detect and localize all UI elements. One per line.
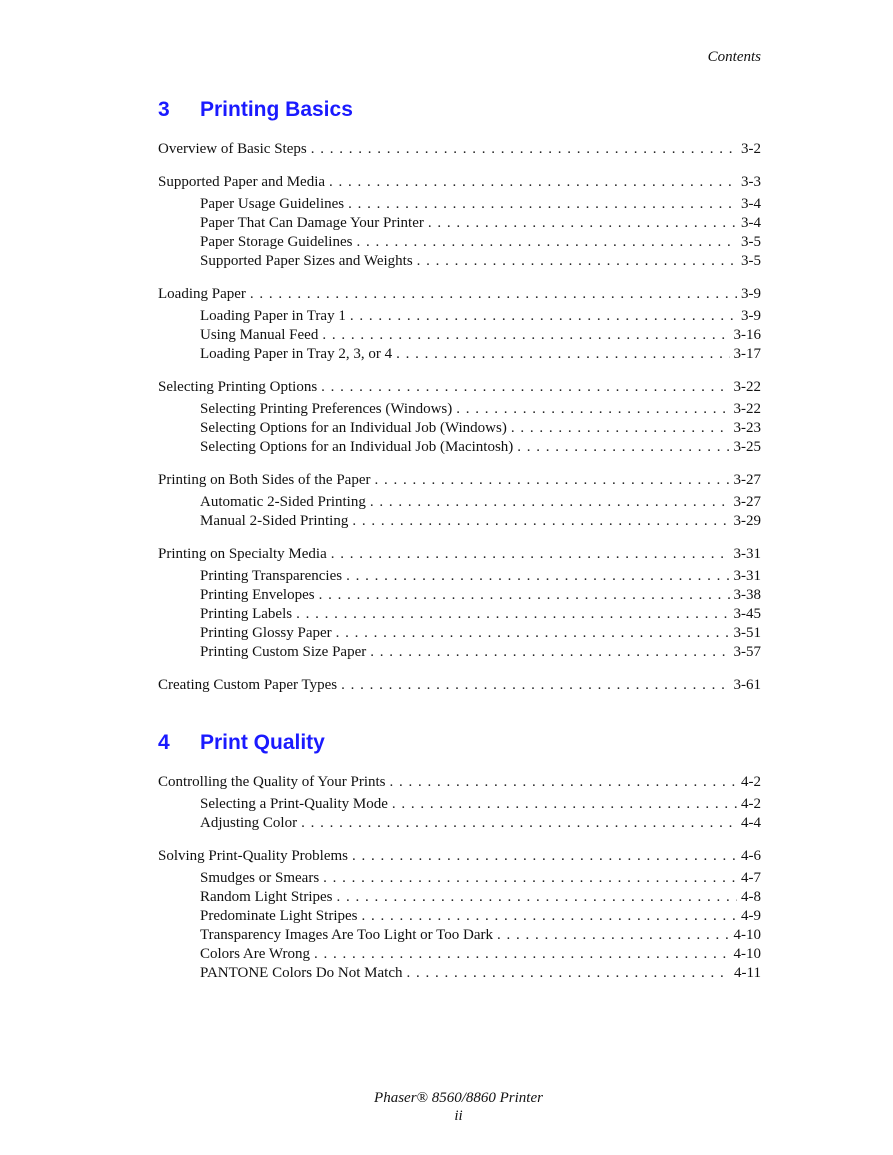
running-header: Contents (707, 49, 761, 65)
dot-leader (417, 252, 737, 271)
toc-subentry[interactable] (158, 926, 761, 945)
toc-subentry[interactable] (158, 907, 761, 926)
entry-title: Selecting Options for an Individual Job (Macintosh) (200, 439, 514, 455)
entry-page-number: 4-10 (733, 946, 761, 962)
entry-title: Printing on Both Sides of the Paper (158, 472, 371, 488)
dot-leader (370, 493, 730, 512)
entry-title: Loading Paper (158, 286, 246, 302)
entry-page-number: 3-27 (733, 472, 761, 488)
toc-subentry[interactable] (158, 493, 761, 512)
dot-leader (319, 586, 730, 605)
dot-leader (352, 512, 729, 531)
dot-leader (517, 438, 729, 457)
dot-leader (356, 233, 737, 252)
footer-page-number: ii (454, 1108, 463, 1124)
entry-page-number: 3-31 (733, 546, 761, 562)
toc-entry[interactable] (158, 173, 761, 192)
toc-group (158, 378, 761, 457)
toc-group (158, 545, 761, 662)
entry-title: Supported Paper and Media (158, 174, 326, 190)
entry-page-number: 3-9 (741, 308, 761, 324)
toc-subentry[interactable] (158, 643, 761, 662)
entry-title: Paper Usage Guidelines (200, 196, 345, 212)
chapter-title: Print Quality (200, 731, 325, 754)
entry-page-number: 3-45 (733, 606, 761, 622)
toc-subentry[interactable] (158, 888, 761, 907)
toc-entry[interactable] (158, 773, 761, 792)
page-footer (0, 1089, 893, 1125)
entry-title: Printing Labels (200, 606, 293, 622)
dot-leader (301, 814, 737, 833)
dot-leader (392, 795, 737, 814)
dot-leader (311, 140, 737, 159)
entry-page-number: 4-6 (741, 848, 761, 864)
entry-page-number: 3-38 (733, 587, 761, 603)
toc-subentry[interactable] (158, 567, 761, 586)
dot-leader (346, 567, 729, 586)
footer-product: Phaser® 8560/8860 Printer (374, 1090, 543, 1106)
toc-subentry[interactable] (158, 438, 761, 457)
toc-entry[interactable] (158, 676, 761, 695)
toc-group (158, 140, 761, 159)
toc-subentry[interactable] (158, 400, 761, 419)
table-of-contents (158, 98, 761, 997)
entry-title: Selecting a Print-Quality Mode (200, 796, 388, 812)
entry-title: Selecting Printing Preferences (Windows) (200, 401, 453, 417)
toc-subentry[interactable] (158, 195, 761, 214)
entry-title: Printing Custom Size Paper (200, 644, 367, 660)
entry-page-number: 4-2 (741, 774, 761, 790)
dot-leader (314, 945, 730, 964)
entry-title: Paper Storage Guidelines (200, 234, 353, 250)
dot-leader (350, 307, 737, 326)
entry-page-number: 4-4 (741, 815, 761, 831)
toc-subentry[interactable] (158, 624, 761, 643)
entry-title: Overview of Basic Steps (158, 141, 307, 157)
entry-title: Manual 2-Sided Printing (200, 513, 349, 529)
toc-subentry[interactable] (158, 964, 761, 983)
entry-title: Colors Are Wrong (200, 946, 310, 962)
dot-leader (407, 964, 731, 983)
chapter-section (158, 731, 761, 983)
dot-leader (428, 214, 737, 233)
entry-page-number: 3-22 (733, 401, 761, 417)
entry-title: Selecting Options for an Individual Job (Windows) (200, 420, 507, 436)
entry-title: Solving Print-Quality Problems (158, 848, 349, 864)
entry-title: Predominate Light Stripes (200, 908, 358, 924)
entry-page-number: 3-27 (733, 494, 761, 510)
dot-leader (341, 676, 729, 695)
dot-leader (322, 326, 729, 345)
entry-title: Automatic 2-Sided Printing (200, 494, 366, 510)
entry-title: Printing Envelopes (200, 587, 315, 603)
chapter-number: 3 (158, 98, 170, 121)
toc-group (158, 285, 761, 364)
entry-page-number: 3-17 (733, 346, 761, 362)
toc-subentry[interactable] (158, 214, 761, 233)
entry-page-number: 3-57 (733, 644, 761, 660)
toc-group (158, 173, 761, 271)
dot-leader (323, 869, 737, 888)
toc-entry[interactable] (158, 471, 761, 490)
toc-subentry[interactable] (158, 814, 761, 833)
toc-entry[interactable] (158, 378, 761, 397)
dot-leader (456, 400, 729, 419)
entry-title: Loading Paper in Tray 1 (200, 308, 346, 324)
toc-subentry[interactable] (158, 586, 761, 605)
dot-leader (321, 378, 729, 397)
dot-leader (250, 285, 737, 304)
toc-subentry[interactable] (158, 869, 761, 888)
entry-page-number: 3-4 (741, 196, 761, 212)
entry-page-number: 4-11 (734, 965, 761, 981)
toc-subentry[interactable] (158, 326, 761, 345)
chapter-heading (158, 98, 761, 122)
chapter-heading (158, 731, 761, 755)
entry-page-number: 4-8 (741, 889, 761, 905)
entry-title: Loading Paper in Tray 2, 3, or 4 (200, 346, 393, 362)
chapter-number: 4 (158, 731, 170, 754)
toc-subentry[interactable] (158, 419, 761, 438)
entry-title: Using Manual Feed (200, 327, 319, 343)
toc-entry[interactable] (158, 545, 761, 564)
entry-page-number: 4-7 (741, 870, 761, 886)
entry-title: Paper That Can Damage Your Printer (200, 215, 424, 231)
dot-leader (497, 926, 730, 945)
entry-page-number: 4-10 (733, 927, 761, 943)
dot-leader (375, 471, 730, 490)
entry-title: Printing on Specialty Media (158, 546, 327, 562)
toc-entry[interactable] (158, 140, 761, 159)
entry-page-number: 3-31 (733, 568, 761, 584)
entry-page-number: 3-22 (733, 379, 761, 395)
entry-page-number: 3-5 (741, 253, 761, 269)
toc-entry[interactable] (158, 285, 761, 304)
entry-title: Random Light Stripes (200, 889, 333, 905)
toc-subentry[interactable] (158, 233, 761, 252)
entry-title: Controlling the Quality of Your Prints (158, 774, 386, 790)
entry-page-number: 3-61 (733, 677, 761, 693)
entry-page-number: 3-51 (733, 625, 761, 641)
entry-page-number: 3-4 (741, 215, 761, 231)
dot-leader (337, 888, 738, 907)
toc-entry[interactable] (158, 847, 761, 866)
entry-title: Printing Transparencies (200, 568, 343, 584)
entry-title: Printing Glossy Paper (200, 625, 332, 641)
dot-leader (361, 907, 737, 926)
dot-leader (370, 643, 729, 662)
dot-leader (511, 419, 730, 438)
toc-subentry[interactable] (158, 252, 761, 271)
dot-leader (348, 195, 737, 214)
toc-subentry[interactable] (158, 307, 761, 326)
entry-title: Selecting Printing Options (158, 379, 318, 395)
toc-subentry[interactable] (158, 605, 761, 624)
entry-page-number: 3-5 (741, 234, 761, 250)
toc-group (158, 773, 761, 833)
dot-leader (331, 545, 730, 564)
toc-group (158, 847, 761, 983)
dot-leader (396, 345, 729, 364)
toc-group (158, 471, 761, 531)
dot-leader (336, 624, 730, 643)
entry-page-number: 3-3 (741, 174, 761, 190)
toc-subentry[interactable] (158, 512, 761, 531)
entry-page-number: 3-25 (733, 439, 761, 455)
dot-leader (390, 773, 737, 792)
entry-page-number: 3-29 (733, 513, 761, 529)
entry-page-number: 4-9 (741, 908, 761, 924)
dot-leader (352, 847, 737, 866)
entry-title: Creating Custom Paper Types (158, 677, 338, 693)
toc-subentry[interactable] (158, 945, 761, 964)
chapter-section (158, 98, 761, 695)
entry-title: PANTONE Colors Do Not Match (200, 965, 403, 981)
entry-page-number: 3-2 (741, 141, 761, 157)
entry-page-number: 3-16 (733, 327, 761, 343)
entry-title: Smudges or Smears (200, 870, 320, 886)
entry-page-number: 3-23 (733, 420, 761, 436)
entry-page-number: 4-2 (741, 796, 761, 812)
toc-group (158, 676, 761, 695)
chapter-title: Printing Basics (200, 98, 353, 121)
entry-title: Transparency Images Are Too Light or Too Dark (200, 927, 493, 943)
dot-leader (296, 605, 729, 624)
entry-page-number: 3-9 (741, 286, 761, 302)
entry-title: Supported Paper Sizes and Weights (200, 253, 413, 269)
toc-subentry[interactable] (158, 345, 761, 364)
dot-leader (329, 173, 737, 192)
toc-subentry[interactable] (158, 795, 761, 814)
entry-title: Adjusting Color (200, 815, 298, 831)
